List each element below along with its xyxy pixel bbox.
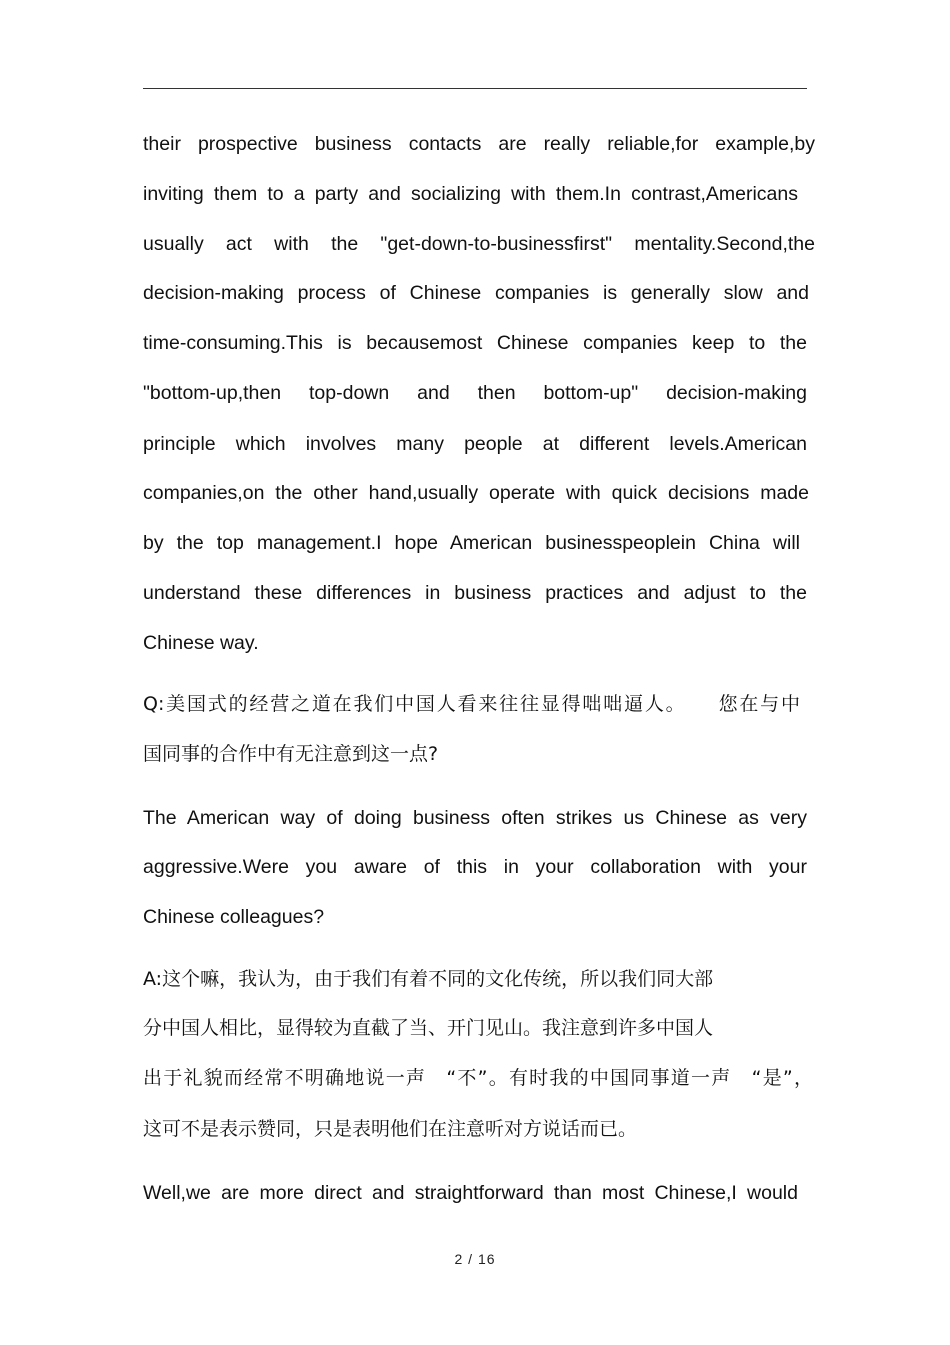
paragraph-line: Chinese colleagues? [143,906,325,928]
paragraph-line: time-consuming.This is becausemost Chinese companies keep to the [143,332,807,354]
header-rule [143,88,807,89]
paragraph-line: understand these differences in business practices and adjust to the [143,582,807,604]
question-line: 国同事的合作中有无注意到这一点? [143,743,439,765]
answer-line: A:这个嘛，我认为，由于我们有着不同的文化传统，所以我们同大部 [143,968,714,990]
answer-line: 分中国人相比，显得较为直截了当、开门见山。我注意到许多中国人 [143,1017,714,1039]
paragraph-line: companies,on the other hand,usually operate with quick decisions made [143,482,809,504]
answer-line: 出于礼貌而经常不明确地说一声 “不”。有时我的中国同事道一声 “是”， [143,1067,813,1089]
paragraph-line: Chinese way. [143,632,259,654]
paragraph-line: inviting them to a party and socializing with them.In contrast,Americans [143,183,798,205]
paragraph-line: usually act with the "get-down-to-businessfirst" mentality.Second,the [143,233,815,255]
paragraph-line: The American way of doing business often strikes us Chinese as very [143,807,807,829]
paragraph-line: by the top management.I hope American businesspeoplein China will [143,532,800,554]
paragraph-line: aggressive.Were you aware of this in your collaboration with your [143,856,807,878]
paragraph-line: principle which involves many people at different levels.American [143,433,807,455]
question-line: Q:美国式的经营之道在我们中国人看来往往显得咄咄逼人。 您在与中 [143,693,800,715]
paragraph-line: Well,we are more direct and straightforward than most Chinese,I would [143,1182,798,1204]
paragraph-line: decision-making process of Chinese companies is generally slow and [143,282,809,304]
paragraph-line: "bottom-up,then top-down and then bottom-up" decision-making [143,382,807,404]
paragraph-line: their prospective business contacts are really reliable,for example,by [143,133,815,155]
page-number: 2 / 16 [454,1251,496,1267]
answer-line: 这可不是表示赞同，只是表明他们在注意听对方说话而已。 [143,1118,638,1140]
